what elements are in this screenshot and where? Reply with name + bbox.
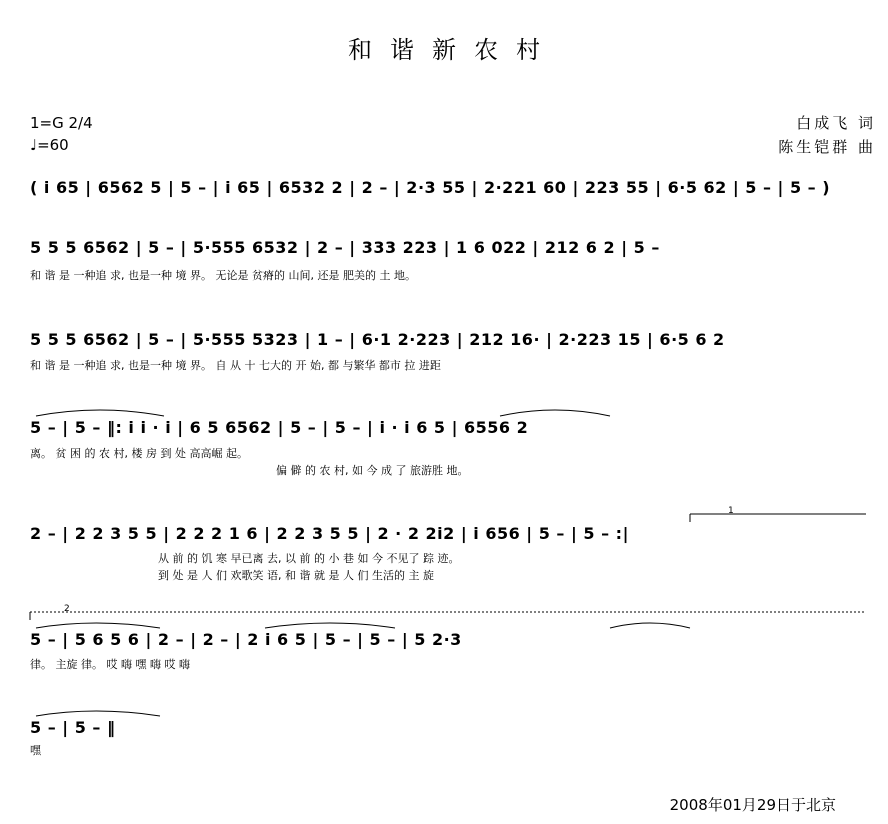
tie-arc: [36, 711, 160, 716]
lyrics-line-6: 嘿: [30, 744, 41, 757]
lyrics-line-1: 和 谐 是 一种追 求, 也是一种 境 界。 无论是 贫瘠的 山间, 还是 肥美的 土 地。: [30, 269, 416, 282]
tie-arc: [36, 623, 160, 628]
notation-line-5: 5 – | 5 6 5 6 | 2 – | 2 – | 2 i 6 5 | 5 – | 5 – | 5 2·3: [30, 630, 462, 649]
tempo-marking: ♩=60: [30, 136, 69, 154]
lyricist: 白成飞 词: [796, 114, 876, 132]
tie-arc: [500, 410, 610, 416]
lyrics-line-5: 律。 主旋 律。 哎 嗨 嘿 嗨 哎 嗨: [30, 658, 190, 671]
song-title: 和谐新农村: [348, 36, 558, 64]
notation-line-3: 5 – | 5 – ‖: i i · i | 6 5 6562 | 5 – | 5 – | i · i 6 5 | 6556 2: [30, 418, 529, 437]
notation-line-1: 5 5 5 6562 | 5 – | 5·555 6532 | 2 – | 333 223 | 1 6 022 | 212 6 2 | 5 –: [30, 238, 660, 257]
lyrics-line-2: 和 谐 是 一种追 求, 也是一种 境 界。 自 从 十 七大的 开 始, 都 与繁华 都市 拉 进距: [30, 359, 441, 372]
lyrics-line-4a: 从 前 的 饥 寒 早已离 去, 以 前 的 小 巷 如 今 不见了 踪 迹。: [158, 552, 460, 565]
tie-arc: [36, 410, 164, 416]
tie-arc: [610, 623, 690, 628]
composition-date: 2008年01月29日于北京: [669, 796, 836, 814]
notation-line-4: 2 – | 2 2 3 5 5 | 2 2 2 1 6 | 2 2 3 5 5 | 2 · 2 2i2 | i 656 | 5 – | 5 – :|: [30, 524, 629, 543]
notation-line-6: 5 – | 5 – ‖: [30, 718, 116, 737]
lyrics-line-4b: 到 处 是 人 们 欢歌笑 语, 和 谐 就 是 人 们 生活的 主 旋: [158, 569, 434, 582]
key-signature: 1=G 2/4: [30, 114, 93, 132]
notation-line-2: 5 5 5 6562 | 5 – | 5·555 5323 | 1 – | 6·1 2·223 | 212 16· | 2·223 15 | 6·5 6 2: [30, 330, 725, 349]
lyrics-line-3a: 离。 贫 困 的 农 村, 楼 房 到 处 高高崛 起。: [30, 447, 248, 460]
volta-2-number: 2: [64, 604, 70, 614]
lyrics-line-3b: 偏 僻 的 农 村, 如 今 成 了 旅游胜 地。: [276, 464, 469, 477]
notation-line-intro: ( i 65 | 6562 5 | 5 – | i 65 | 6532 2 | 2 – | 2·3 55 | 2·221 60 | 223 55 | 6·5 62 | 5 – | 5 – ): [30, 178, 831, 197]
tie-arc: [265, 623, 395, 628]
composer: 陈生铠群 曲: [778, 138, 876, 156]
volta-1-number: 1: [728, 506, 734, 516]
